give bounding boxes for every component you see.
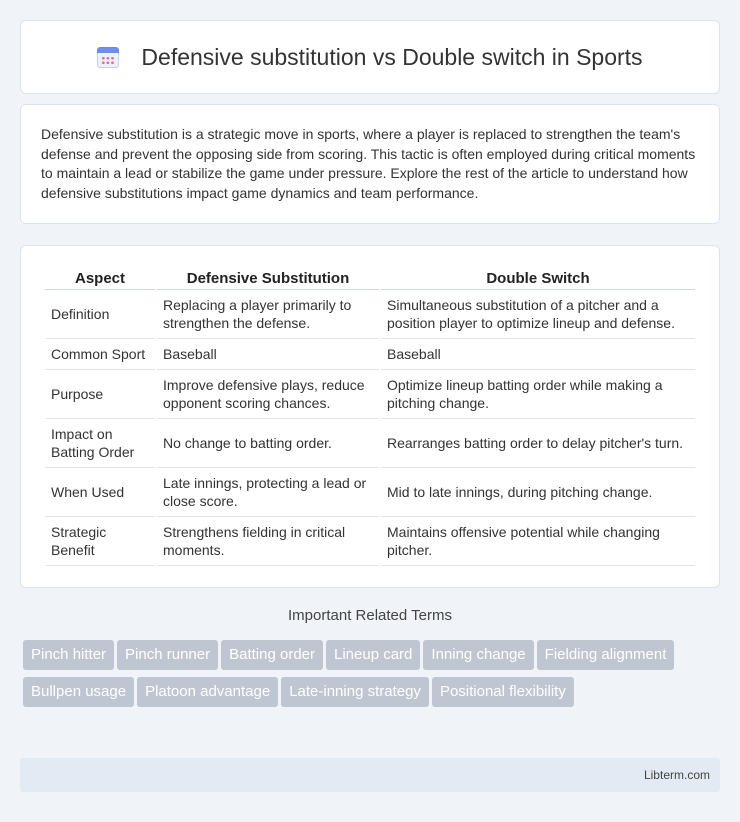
header-aspect: Aspect — [45, 264, 155, 290]
table-row — [45, 517, 695, 566]
related-term-tag[interactable]: Pinch hitter — [23, 640, 114, 670]
related-terms-title: Important Related Terms — [288, 607, 452, 624]
cell-defensive-substitution: Strengthens fielding in critical moments. — [157, 517, 379, 566]
calendar-icon — [97, 46, 119, 68]
table-row — [45, 468, 695, 517]
footer-link[interactable]: Libterm.com — [643, 768, 710, 782]
header-double-switch: Double Switch — [381, 264, 695, 290]
cell-double-switch: Baseball — [381, 339, 695, 370]
table-row — [45, 370, 695, 419]
cell-aspect: Impact on Batting Order — [45, 419, 155, 468]
intro-card — [20, 104, 720, 224]
table-row — [45, 339, 695, 370]
cell-double-switch: Mid to late innings, during pitching change. — [381, 468, 695, 517]
header-card — [20, 20, 720, 94]
table-row — [45, 290, 695, 339]
cell-aspect: Definition — [45, 290, 155, 339]
comparison-card — [20, 245, 720, 588]
intro-text: Defensive substitution is a strategic move in sports, where a player is replaced to strengthen the team's defense and prevent the opposing side from scoring. This tactic is often employed during critical moments to maintain a lead or stabilize the game under pressure. Explore the rest of the article to understand how defensive substitutions impact game dynamics and team performance. — [41, 126, 696, 201]
cell-aspect: Common Sport — [45, 339, 155, 370]
cell-aspect: Strategic Benefit — [45, 517, 155, 566]
cell-defensive-substitution: Improve defensive plays, reduce opponent scoring chances. — [157, 370, 379, 419]
table-header-row — [45, 264, 695, 290]
related-term-tag[interactable]: Bullpen usage — [23, 677, 134, 707]
cell-defensive-substitution: Replacing a player primarily to strengthen the defense. — [157, 290, 379, 339]
cell-defensive-substitution: Late innings, protecting a lead or close score. — [157, 468, 379, 517]
table-row — [45, 419, 695, 468]
related-term-tag[interactable]: Inning change — [423, 640, 533, 670]
related-term-tag[interactable]: Batting order — [221, 640, 323, 670]
footer — [20, 758, 720, 792]
related-term-tag[interactable]: Positional flexibility — [432, 677, 574, 707]
cell-defensive-substitution: No change to batting order. — [157, 419, 379, 468]
related-term-tag[interactable]: Late-inning strategy — [281, 677, 429, 707]
cell-aspect: Purpose — [45, 370, 155, 419]
related-term-tag[interactable]: Lineup card — [326, 640, 420, 670]
header-defensive-substitution: Defensive Substitution — [157, 264, 379, 290]
page-title: Defensive substitution vs Double switch in Sports — [141, 43, 643, 70]
cell-double-switch: Maintains offensive potential while changing pitcher. — [381, 517, 695, 566]
cell-double-switch: Rearranges batting order to delay pitcher's turn. — [381, 419, 695, 468]
comparison-table — [43, 264, 697, 566]
cell-double-switch: Optimize lineup batting order while making a pitching change. — [381, 370, 695, 419]
cell-double-switch: Simultaneous substitution of a pitcher and a position player to optimize lineup and defense. — [381, 290, 695, 339]
related-terms-list — [23, 640, 723, 714]
cell-defensive-substitution: Baseball — [157, 339, 379, 370]
related-term-tag[interactable]: Fielding alignment — [537, 640, 675, 670]
related-term-tag[interactable]: Pinch runner — [117, 640, 218, 670]
related-term-tag[interactable]: Platoon advantage — [137, 677, 278, 707]
cell-aspect: When Used — [45, 468, 155, 517]
